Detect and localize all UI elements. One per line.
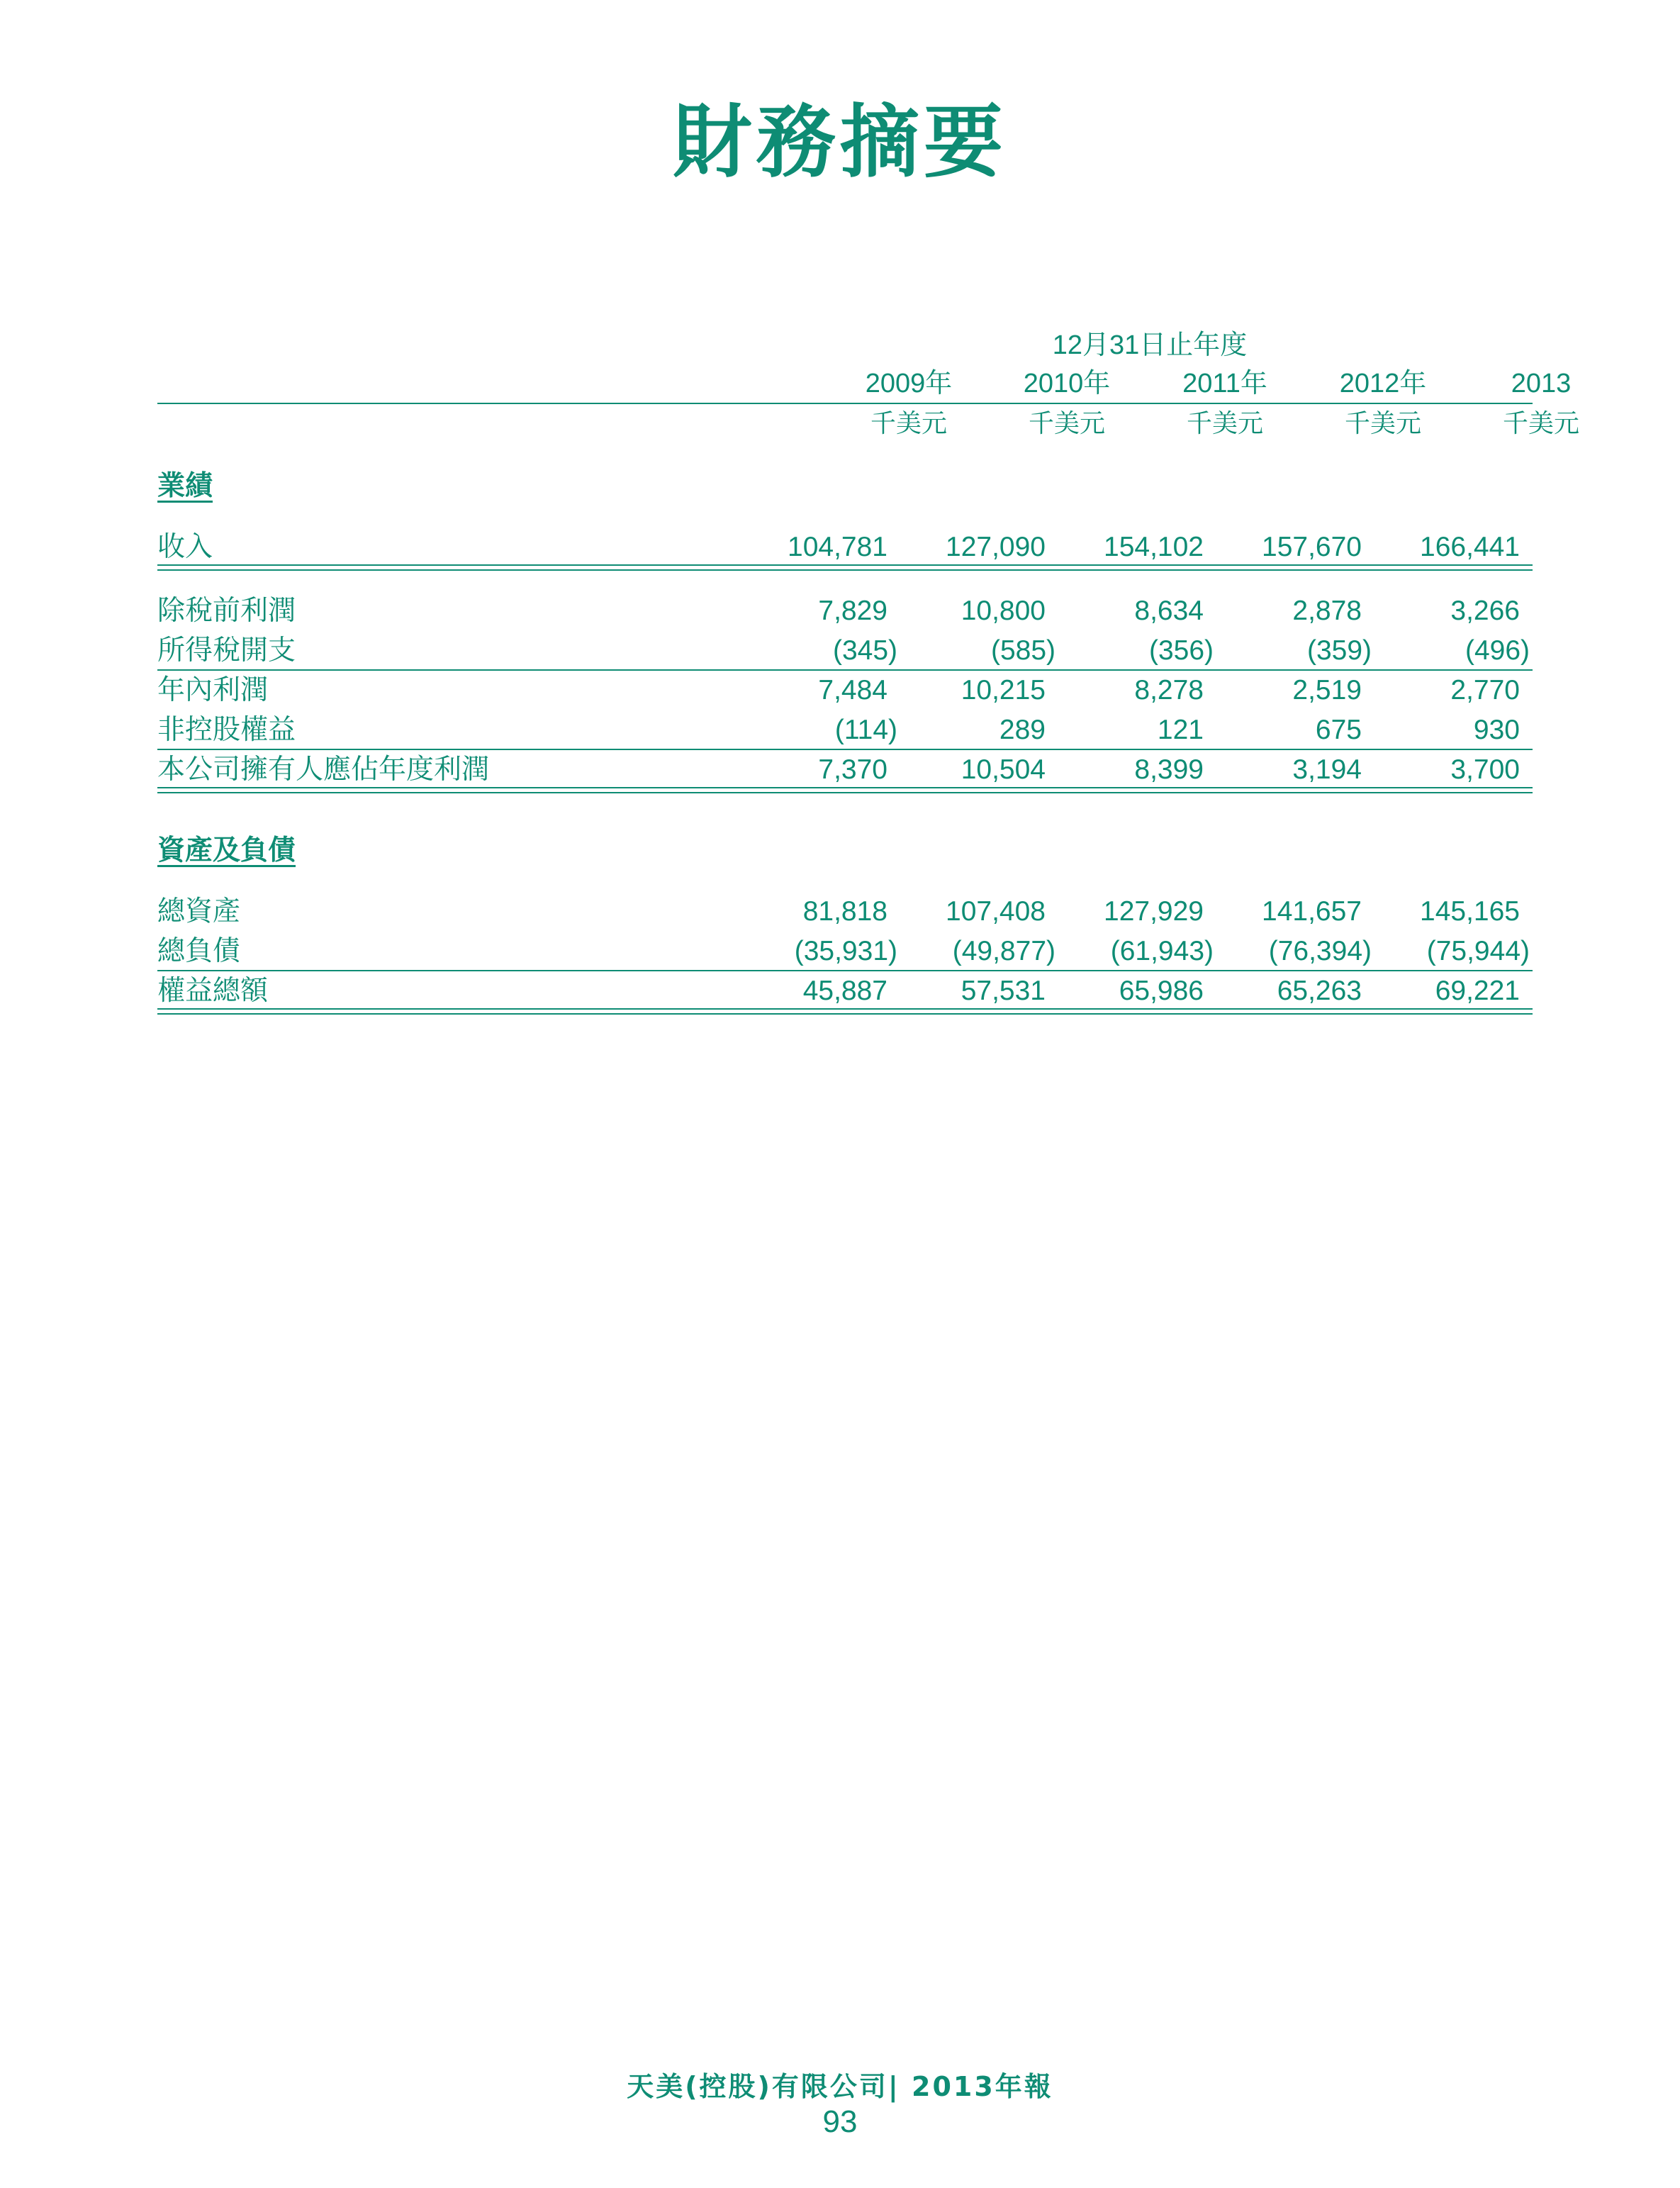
cell-value: (35,931): [794, 936, 897, 966]
cell-value: 2,878: [1292, 596, 1362, 626]
cell-value: 65,263: [1277, 976, 1362, 1006]
cell-value: 57,531: [961, 976, 1046, 1006]
cell-value: 107,408: [946, 896, 1046, 927]
cell-value: (356): [1148, 635, 1214, 666]
cell-value: 8,634: [1134, 596, 1204, 626]
cell-value: (75,944): [1426, 936, 1530, 966]
cell-value: 65,986: [1119, 976, 1204, 1006]
row-label: 總負債: [157, 935, 241, 967]
row-rule: [157, 749, 1533, 750]
year-header: 2011年: [1182, 369, 1267, 398]
cell-value: 145,165: [1420, 896, 1520, 927]
financial-summary-table: [157, 0, 1579, 1064]
cell-value: 127,929: [1104, 896, 1204, 927]
cell-value: (345): [832, 635, 897, 666]
cell-value: 10,800: [961, 596, 1046, 626]
unit-label: 千美元: [1028, 409, 1105, 438]
footer-company: 天美(控股)有限公司| 2013年報: [627, 2071, 1053, 2102]
cell-value: (496): [1465, 635, 1530, 666]
row-rule: [157, 669, 1533, 671]
cell-value: (585): [990, 635, 1055, 666]
year-header: 2009年: [865, 369, 953, 398]
cell-value: 121: [1157, 715, 1204, 745]
cell-value: 127,090: [946, 532, 1046, 562]
unit-label: 千美元: [1502, 409, 1579, 438]
cell-value: 2,519: [1292, 675, 1362, 705]
unit-label: 千美元: [870, 409, 947, 438]
row-label: 所得稅開支: [157, 635, 296, 666]
row-label: 總資產: [157, 895, 241, 927]
cell-value: 3,700: [1450, 754, 1520, 785]
cell-value: 69,221: [1435, 976, 1520, 1006]
row-rule: [157, 787, 1533, 788]
cell-value: 166,441: [1420, 532, 1520, 562]
period-header: 12月31日止年度: [1052, 330, 1248, 360]
cell-value: 8,278: [1134, 675, 1204, 705]
cell-value: 81,818: [802, 896, 887, 927]
cell-value: 141,657: [1262, 896, 1362, 927]
cell-value: (359): [1306, 635, 1372, 666]
cell-value: 8,399: [1134, 754, 1204, 785]
row-label: 非控股權益: [157, 714, 296, 746]
row-label: 年內利潤: [157, 674, 269, 706]
row-label: 本公司擁有人應佔年度利潤: [157, 754, 490, 786]
cell-value: 2,770: [1450, 675, 1520, 705]
cell-value: 10,215: [961, 675, 1046, 705]
cell-value: 930: [1473, 715, 1520, 745]
cell-value: (76,394): [1268, 936, 1372, 966]
cell-value: (61,943): [1110, 936, 1214, 966]
section-heading-assets: 資產及負債: [157, 835, 296, 866]
cell-value: 7,829: [818, 596, 887, 626]
row-label: 收入: [157, 531, 213, 563]
year-header: 2012年: [1339, 369, 1427, 398]
cell-value: 3,266: [1450, 596, 1520, 626]
row-rule: [157, 569, 1533, 571]
cell-value: 10,504: [961, 754, 1046, 785]
cell-value: 45,887: [802, 976, 887, 1006]
page-number: 93: [822, 2104, 858, 2139]
row-rule: [157, 1008, 1533, 1010]
cell-value: 154,102: [1104, 532, 1204, 562]
row-label: 權益總額: [157, 975, 269, 1007]
cell-value: 289: [999, 715, 1046, 745]
year-header: 2010年: [1023, 369, 1111, 398]
page-title: 財務摘要: [673, 96, 1007, 189]
cell-value: (114): [834, 715, 897, 745]
header-rule: [157, 403, 1533, 404]
unit-label: 千美元: [1344, 409, 1421, 438]
section-heading-results: 業績: [157, 470, 213, 502]
row-rule: [157, 1013, 1533, 1015]
cell-value: 104,781: [788, 532, 887, 562]
row-rule: [157, 970, 1533, 971]
row-rule: [157, 564, 1533, 566]
cell-value: 3,194: [1292, 754, 1362, 785]
cell-value: 675: [1315, 715, 1362, 745]
row-rule: [157, 792, 1533, 793]
row-label: 除稅前利潤: [157, 595, 296, 627]
unit-label: 千美元: [1186, 409, 1263, 438]
cell-value: 7,484: [818, 675, 887, 705]
cell-value: 7,370: [818, 754, 887, 785]
year-header: 2013: [1511, 369, 1572, 398]
cell-value: (49,877): [952, 936, 1055, 966]
cell-value: 157,670: [1262, 532, 1362, 562]
